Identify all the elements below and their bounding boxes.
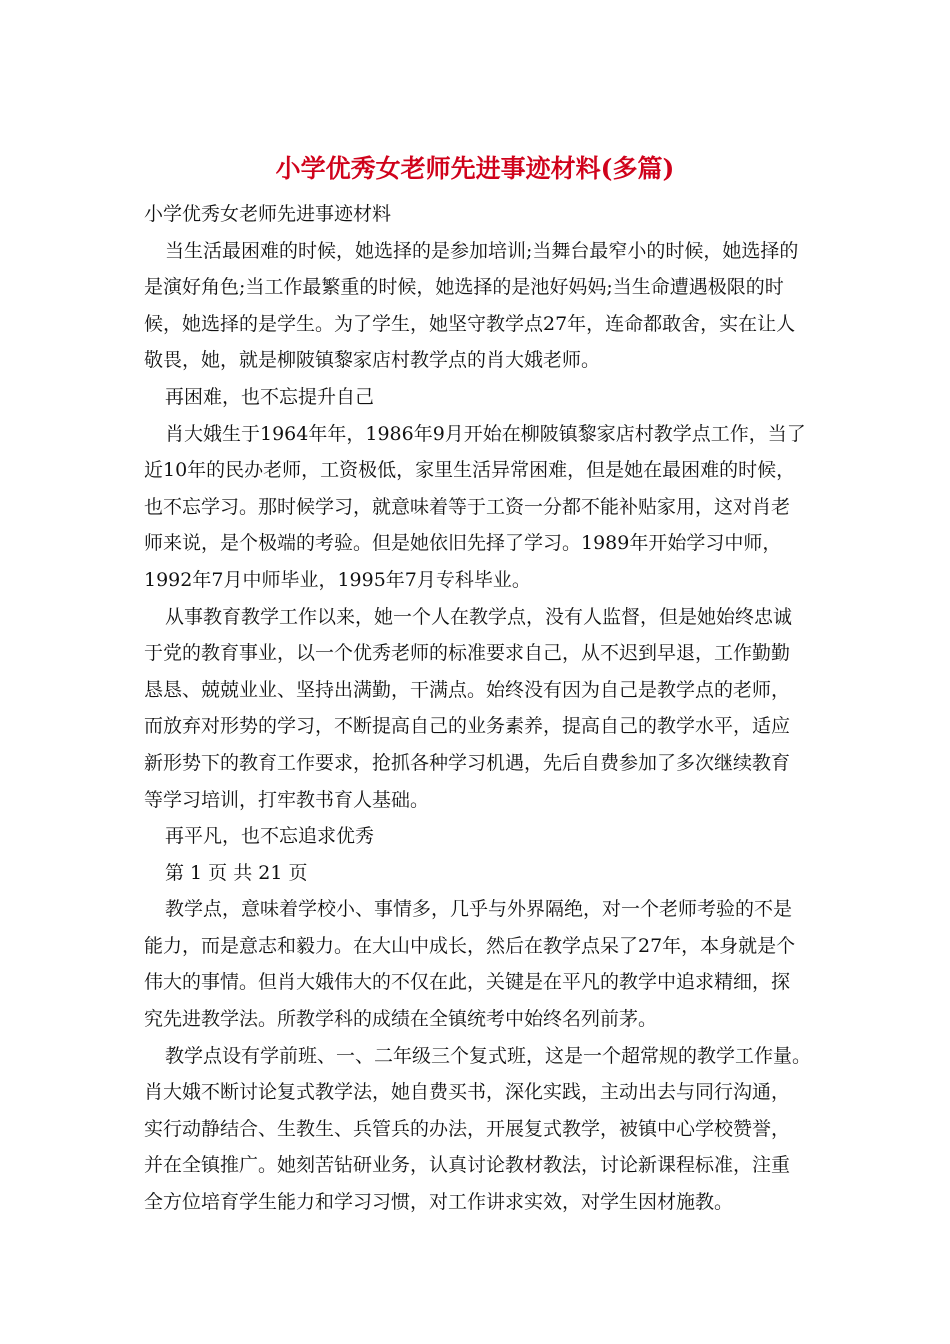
paragraph-line: 近10年的民办老师，工资极低，家里生活异常困难，但是她在最困难的时候， (144, 459, 796, 482)
paragraph-line: 当生活最困难的时候，她选择的是参加培训;当舞台最窄小的时候，她选择的 (165, 239, 799, 262)
paragraph (144, 891, 806, 1037)
paragraph-line: 是演好角色;当工作最繁重的时候，她选择的是池好妈妈;当生命遭遇极限的时 (144, 276, 784, 299)
paragraph-line: 教学点设有学前班、一、二年级三个复式班，这是一个超常规的教学工作量。 (165, 1044, 812, 1067)
paragraph-line: 再平凡，也不忘追求优秀 (165, 825, 375, 848)
page-number-footer: 第 1 页 共 21 页 (165, 861, 308, 884)
paragraph-line: 实行动静结合、生教生、兵管兵的办法，开展复式教学，被镇中心学校赞誉， (144, 1117, 791, 1140)
paragraph (144, 818, 806, 855)
paragraph-line: 1992年7月中师毕业，1995年7月专科毕业。 (144, 568, 531, 591)
paragraph-line: 新形势下的教育工作要求，抢抓各种学习机遇，先后自费参加了多次继续教育 (144, 751, 791, 774)
paragraph-line: 也不忘学习。那时候学习，就意味着等于工资一分都不能补贴家用，这对肖老 (144, 495, 791, 518)
paragraph-line: 于党的教育事业，以一个优秀老师的标准要求自己，从不迟到早退，工作勤勤 (144, 642, 791, 665)
paragraph-line: 能力，而是意志和毅力。在大山中成长，然后在教学点呆了27年，本身就是个 (144, 934, 796, 957)
paragraph-line: 再困难，也不忘提升自己 (165, 385, 375, 408)
paragraph-line: 肖大娥生于1964年年，1986年9月开始在柳陂镇黎家店村教学点工作，当了 (165, 422, 806, 445)
paragraph-line: 全方位培育学生能力和学习习惯，对工作讲求实效，对学生因材施教。 (144, 1191, 734, 1214)
paragraph-line: 伟大的事情。但肖大娥伟大的不仅在此，关键是在平凡的教学中追求精细，探 (144, 971, 791, 994)
paragraph-line: 究先进教学法。所教学科的成绩在全镇统考中始终名列前茅。 (144, 1008, 658, 1031)
paragraph-line: 肖大娥不断讨论复式教学法，她自费买书，深化实践，主动出去与同行沟通， (144, 1081, 791, 1104)
paragraph-line: 从事教育教学工作以来，她一个人在教学点，没有人监督，但是她始终忠诚 (165, 605, 793, 628)
document-body (144, 196, 812, 1221)
paragraph-line: 候，她选择的是学生。为了学生，她坚守教学点27年，连命都敢舍，实在让人 (144, 312, 796, 335)
paragraph-line: 师来说，是个极端的考验。但是她依旧先择了学习。1989年开始学习中师， (144, 532, 782, 555)
paragraph-line: 教学点，意味着学校小、事情多，几乎与外界隔绝，对一个老师考验的不是 (165, 898, 793, 921)
document-title: 小学优秀女老师先进事迹材料(多篇) (275, 154, 675, 183)
paragraph (144, 599, 806, 819)
paragraph (144, 416, 806, 599)
paragraph (144, 1038, 812, 1221)
paragraph (144, 379, 806, 416)
paragraph-line: 并在全镇推广。她刻苦钻研业务，认真讨论教材教法，讨论新课程标准，注重 (144, 1154, 791, 1177)
paragraph-line: 恳恳、兢兢业业、坚持出满勤，干满点。始终没有因为自己是教学点的老师， (144, 678, 791, 701)
paragraph-group-after-footer (144, 891, 812, 1220)
paragraph-line: 等学习培训，打牢教书育人基础。 (144, 788, 430, 811)
paragraph-line: 而放弃对形势的学习，不断提高自己的业务素养，提高自己的教学水平，适应 (144, 715, 791, 738)
document-subtitle: 小学优秀女老师先进事迹材料 (144, 203, 392, 225)
paragraph-group-before-footer (144, 233, 806, 855)
paragraph-line: 敬畏，她，就是柳陂镇黎家店村教学点的肖大娥老师。 (144, 349, 601, 372)
paragraph (144, 233, 806, 379)
